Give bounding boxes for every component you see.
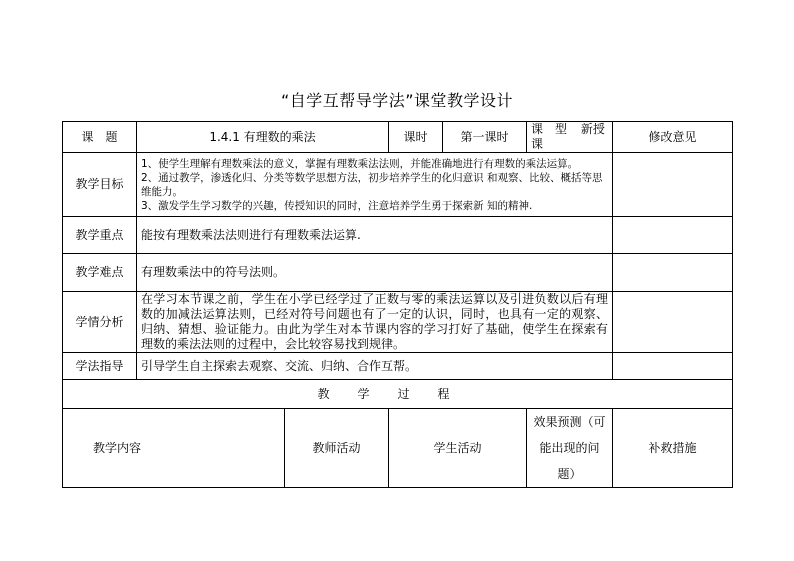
situation-row <box>63 292 733 353</box>
guidance-label: 学法指导 <box>63 353 137 380</box>
type-value: 新授课 <box>531 122 605 151</box>
goals-revise-cell <box>613 153 733 217</box>
goal-item: 1、使学生理解有理数乘法的意义，掌握有理数乘法法则，并能准确地进行有理数的乘法运算。 <box>141 157 579 170</box>
situation-text: 在学习本节课之前，学生在小学已经学过了正数与零的乘法运算以及引进负数以后有理数的加减法运算法则，已经对符号问题也有了一定的认识，同时，也具有一定的观察、归纳、猜想、验证能力。由此为学生对本节课内容的学习打好了基础，使学生在探索有理数的乘法法则的过程中，会比较容易找到规律。 <box>137 292 613 353</box>
period-label: 课时 <box>389 122 443 153</box>
key-label: 教学重点 <box>63 217 137 254</box>
column-remedy: 补救措施 <box>613 409 733 488</box>
difficulty-row <box>63 254 733 292</box>
goals-label: 教学目标 <box>63 153 137 217</box>
goals-row <box>63 153 733 217</box>
key-row <box>63 217 733 254</box>
key-text: 能按有理数乘法法则进行有理数乘法运算. <box>137 217 613 254</box>
goal-item: 3、激发学生学习数学的兴趣，传授知识的同时，注意培养学生勇于探索新 知的精神. <box>141 199 533 212</box>
period-value: 第一课时 <box>443 122 527 153</box>
guidance-text: 引导学生自主探索去观察、交流、归纳、合作互帮。 <box>137 353 613 380</box>
situation-revise-cell <box>613 292 733 353</box>
type-cell <box>527 122 613 153</box>
type-label: 课 型 <box>531 122 568 136</box>
column-content: 教学内容 <box>63 409 285 488</box>
process-heading: 教学过程 <box>63 380 733 409</box>
goals-text <box>137 153 613 217</box>
column-teacher: 教师活动 <box>285 409 389 488</box>
guidance-row <box>63 353 733 380</box>
process-heading-row <box>63 380 733 409</box>
key-revise-cell <box>613 217 733 254</box>
difficulty-text: 有理数乘法中的符号法则。 <box>137 254 613 292</box>
difficulty-label: 教学难点 <box>63 254 137 292</box>
process-columns-row <box>63 409 733 488</box>
lesson-plan-table <box>62 121 733 488</box>
guidance-revise-cell <box>613 353 733 380</box>
topic-value: 1.4.1 有理数的乘法 <box>137 122 389 153</box>
document-title: “自学互帮导学法”课堂教学设计 <box>280 91 514 110</box>
goal-item: 2、通过教学，渗透化归、分类等数学思想方法，初步培养学生的化归意识 和观察、比较、概括等思维能力。 <box>141 171 603 198</box>
situation-label: 学情分析 <box>63 292 137 353</box>
header-row <box>63 122 733 153</box>
difficulty-revise-cell <box>613 254 733 292</box>
topic-label: 课 题 <box>63 122 137 153</box>
column-student: 学生活动 <box>389 409 527 488</box>
column-effect: 效果预测（可能出现的问题） <box>527 409 613 488</box>
revise-label: 修改意见 <box>613 122 733 153</box>
